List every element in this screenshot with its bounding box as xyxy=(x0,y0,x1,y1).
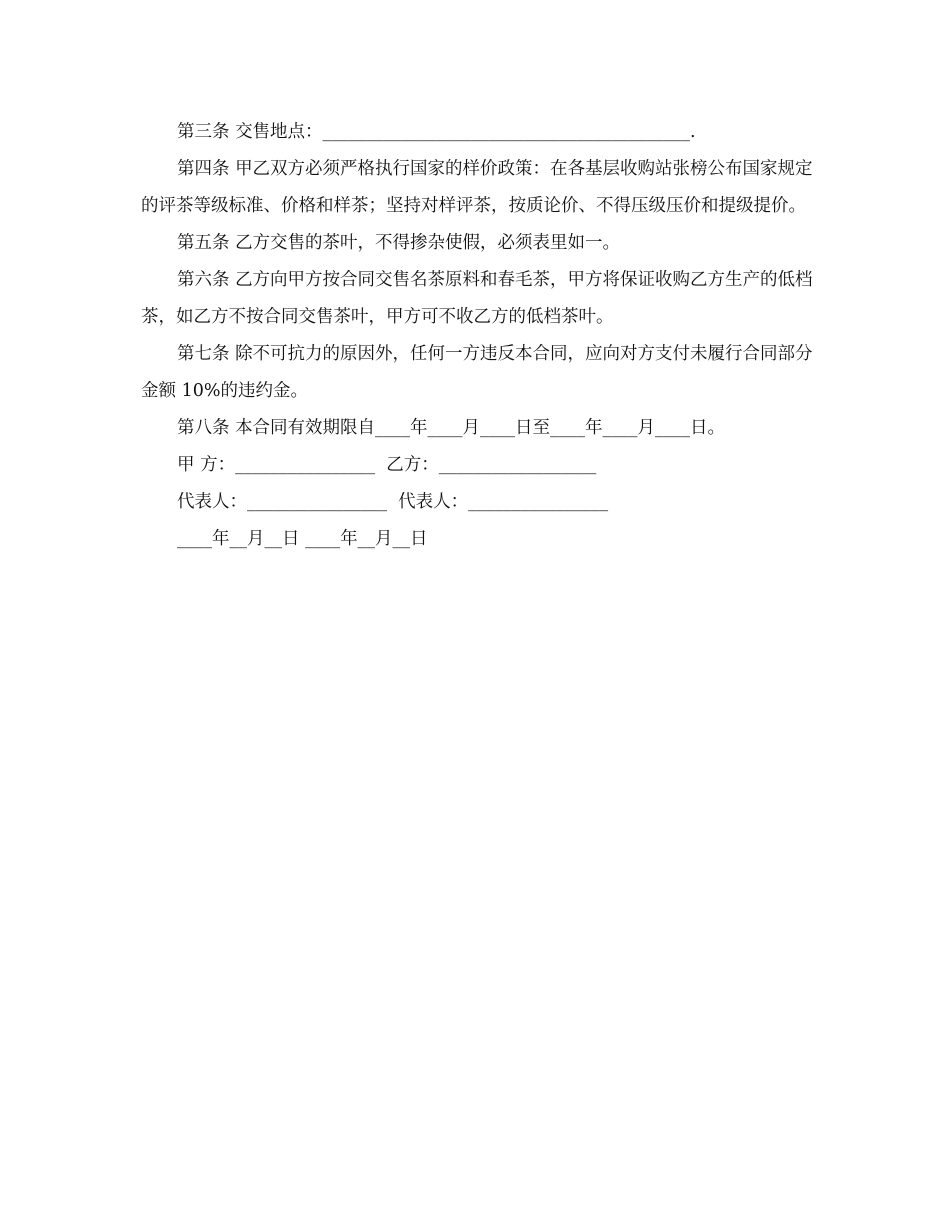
article-5-quality: 第五条 乙方交售的茶叶，不得掺杂使假，必须表里如一。 xyxy=(177,233,621,253)
article-4-pricing-policy: 第四条 甲乙双方必须严格执行国家的样价政策：在各基层收购站张榜公布国家规定的评茶等级标准、价格和样茶；坚持对样评茶，按质论价、不得压级压价和提级提价。 xyxy=(141,159,813,216)
article-8-validity-period: 第八条 本合同有效期限自____年____月____日至____年____月____日。 xyxy=(177,418,726,438)
representative-signature-line: 代表人：________________ 代表人：________________ xyxy=(177,492,609,512)
signing-date-line: ____年__月__日 ____年__月__日 xyxy=(177,529,428,549)
party-signature-line: 甲 方：________________ 乙方：__________________ xyxy=(177,455,597,475)
article-6-purchase-guarantee: 第六条 乙方向甲方按合同交售名茶原料和春毛茶，甲方将保证收购乙方生产的低档茶，如乙方不按合同交售茶叶，甲方可不收乙方的低档茶叶。 xyxy=(141,270,813,327)
contract-body xyxy=(141,114,813,558)
article-7-penalty: 第七条 除不可抗力的原因外，任何一方违反本合同，应向对方支付未履行合同部分金额 10%的违约金。 xyxy=(141,344,813,401)
article-3-delivery-location: 第三条 交售地点：__________________________________________. xyxy=(177,122,696,142)
